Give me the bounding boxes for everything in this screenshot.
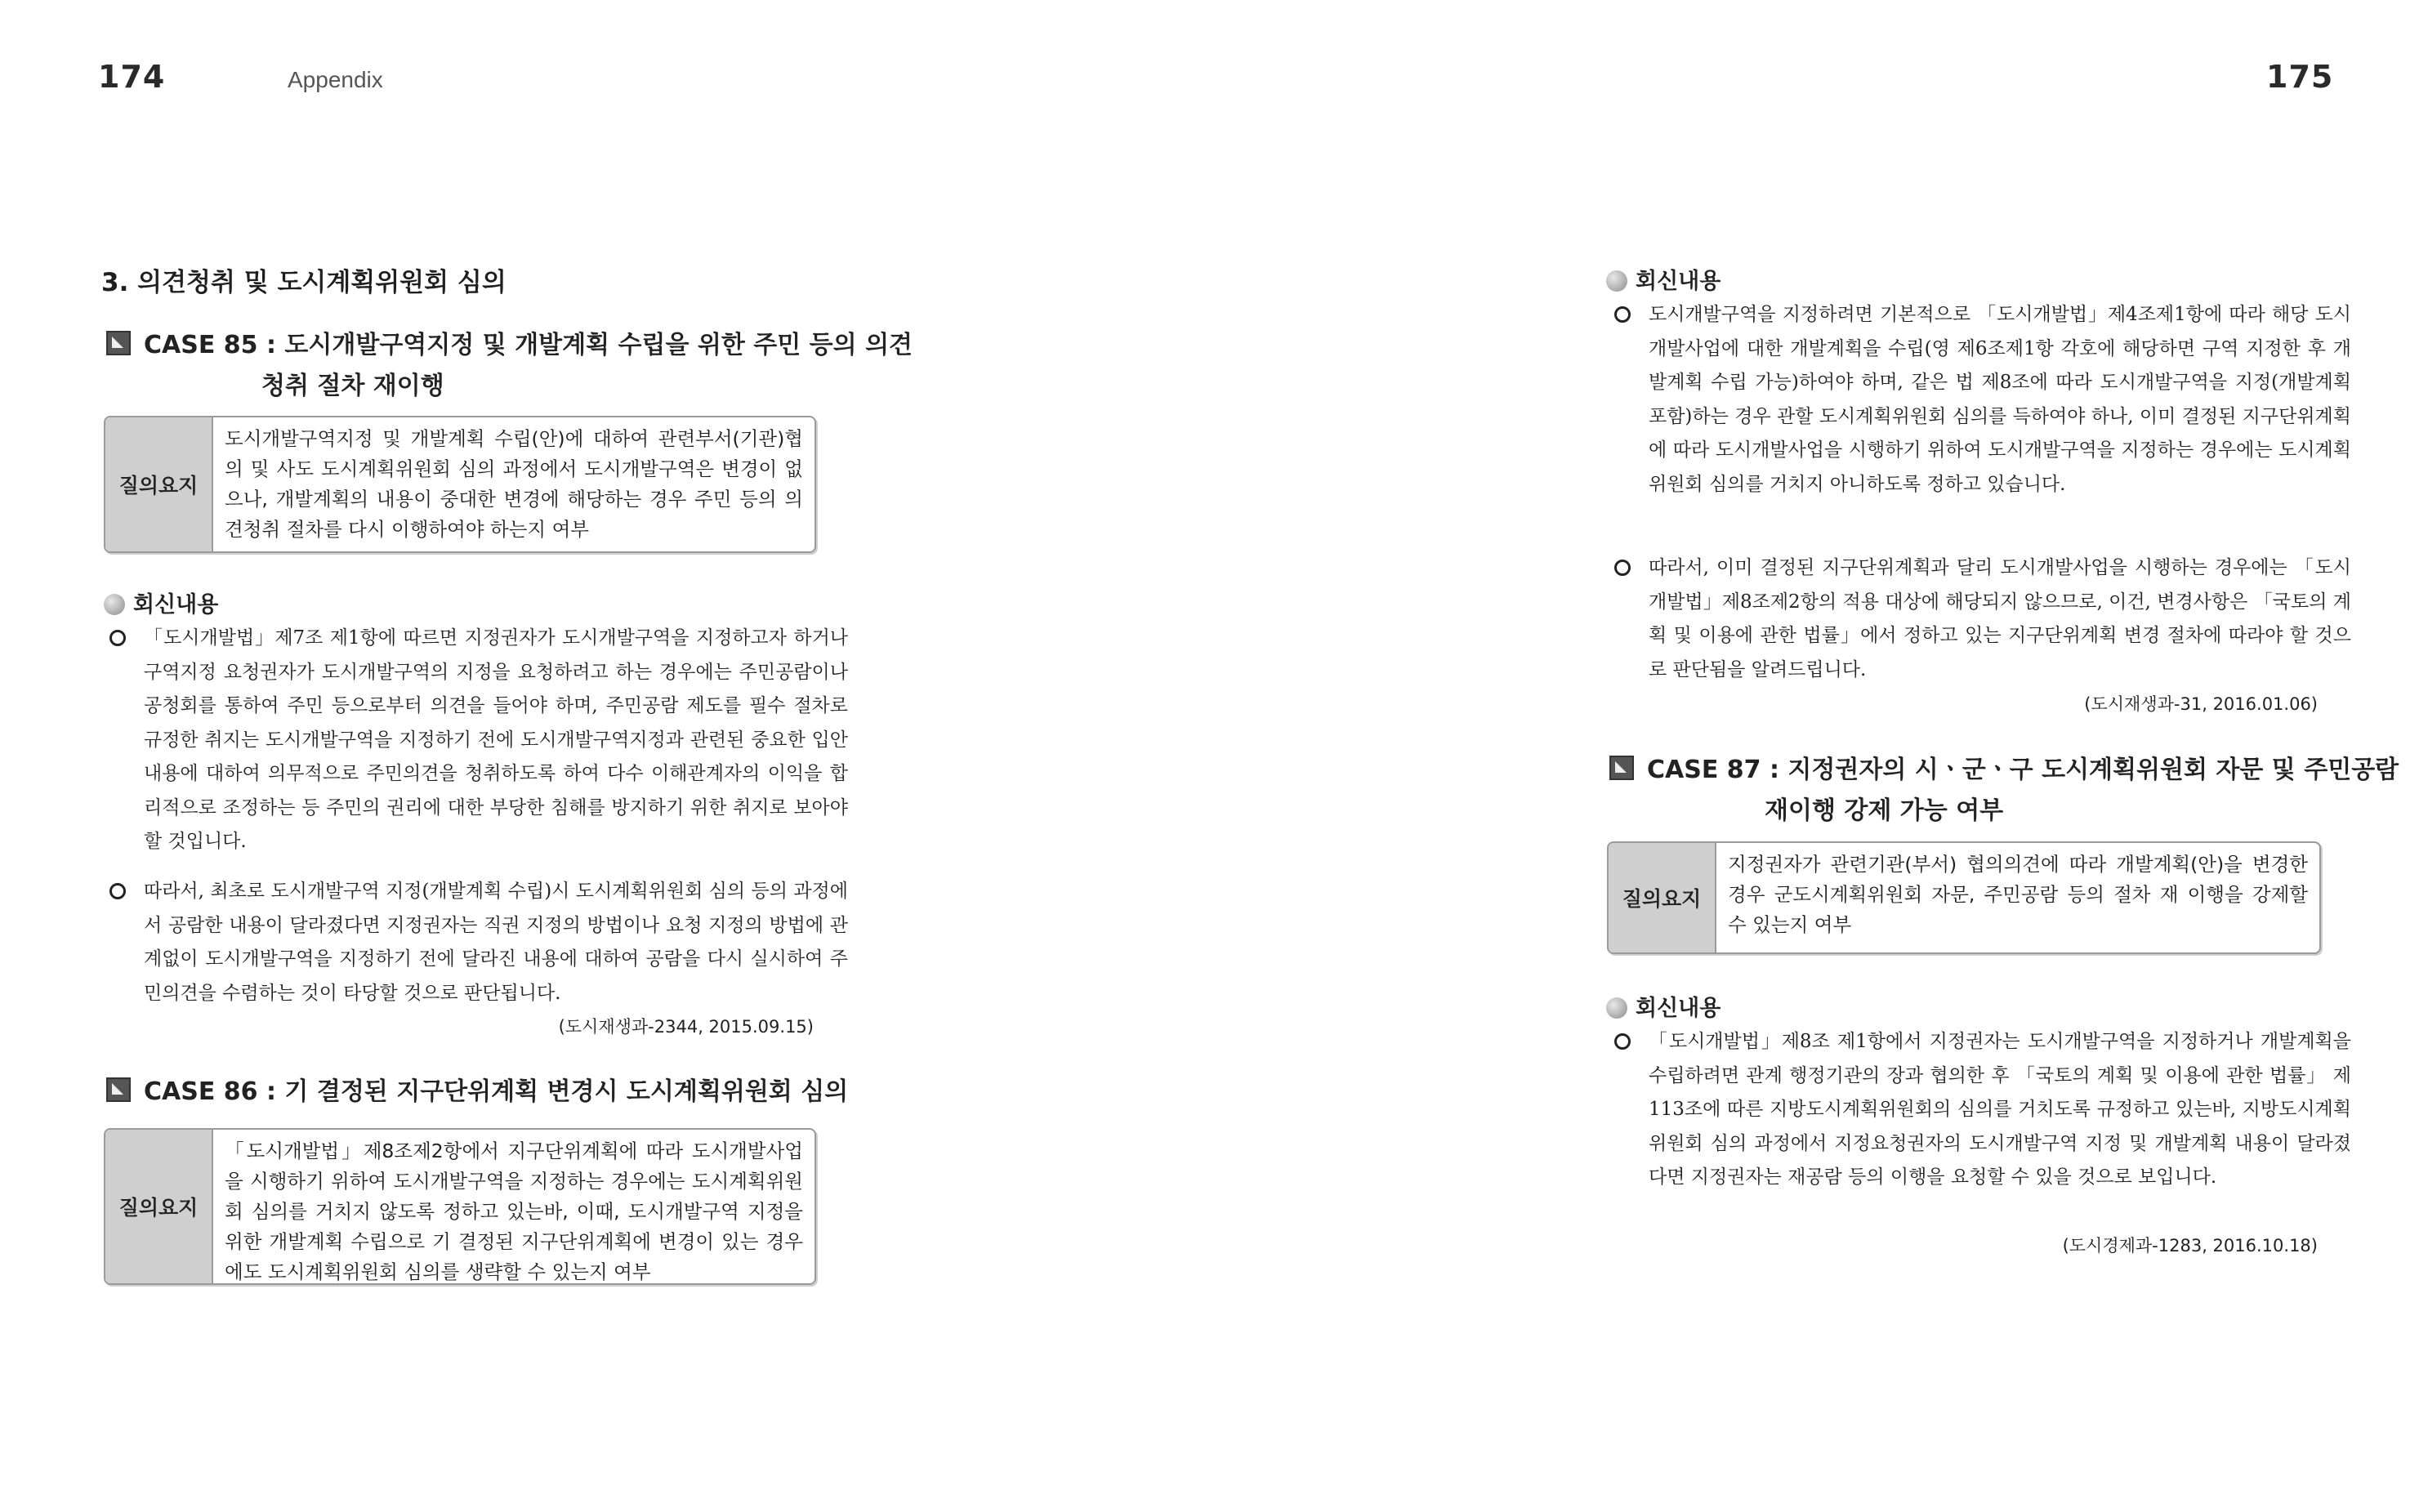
question-label: 질의요지 (105, 417, 213, 551)
question-label: 질의요지 (105, 1130, 213, 1283)
circle-bullet-icon (1614, 560, 1631, 576)
case86-reply-1 (1614, 298, 2351, 502)
case85-question-box (104, 416, 816, 553)
page-number-right: 175 (2266, 59, 2334, 95)
running-header: Appendix (288, 67, 383, 92)
circle-bullet-icon (109, 630, 126, 646)
case85-title-line1: CASE 85 : 도시개발구역지정 및 개발계획 수립을 위한 주민 등의 의견 (144, 331, 913, 359)
case87-citation: (도시경제과-1283, 2016.10.18) (2062, 1236, 2318, 1256)
case86-question-box (104, 1128, 816, 1285)
case85-question: 도시개발구역지정 및 개발계획 수립(안)에 대하여 관련부서(기관)협의 및 사도 도시계획위원회 심의 과정에서 도시개발구역은 변경이 없으나, 개발계획의 내용이 중대한 변경에 해당하는 경우 주민 등의 의견청취 절차를 다시 이행하여야 하는지 여부 (225, 427, 803, 541)
gray-bullet-icon (1606, 997, 1627, 1019)
circle-bullet-icon (109, 883, 126, 899)
gray-bullet-icon (1606, 270, 1627, 292)
case87-title-line1: CASE 87 : 지정권자의 시ㆍ군ㆍ구 도시계획위원회 자문 및 주민공람 (1647, 756, 2399, 784)
case87-title (1609, 750, 2399, 832)
left-page (0, 0, 1209, 1512)
case-icon (106, 331, 131, 355)
case86-title (106, 1072, 848, 1113)
case86-title-text: CASE 86 : 기 결정된 지구단위계획 변경시 도시계획위원회 심의 (144, 1077, 849, 1106)
section-title: 3. 의견청취 및 도시계획위원회 심의 (101, 268, 507, 297)
case86-reply-2-text: 따라서, 이미 결정된 지구단위계획과 달리 도시개발사업을 시행하는 경우에는 「도시개발법」제8조제2항의 적용 대상에 해당되지 않으므로, 이건, 변경사항은 「국토의 계획 및 이용에 관한 법률」에서 정하고 있는 지구단위계획 변경 절차에 따라야 할 것으로 판단됨을 알려드립니다. (1649, 557, 2351, 680)
case86-reply-1-text: 도시개발구역을 지정하려면 기본적으로 「도시개발법」제4조제1항에 따라 해당 도시개발사업에 대한 개발계획을 수립(영 제6조제1항 각호에 해당하면 구역 지정한 후 개발계획 수립 가능)하여야 하며, 같은 법 제8조에 따라 도시개발구역을 지정(개발계획 포함)하는 경우 관할 도시계획위원회 심의를 득하여야 하나, 이미 결정된 지구단위계획에 따라 도시개발사업을 시행하기 위하여 도시개발구역을 지정하는 경우에는 도시계획위원회 심의를 거치지 아니하도록 정하고 있습니다. (1649, 304, 2351, 495)
circle-bullet-icon (1614, 306, 1631, 323)
case86-reply-2 (1614, 551, 2351, 687)
reply-heading-label: 회신내용 (1636, 269, 1721, 294)
case85-reply-2-text: 따라서, 최초로 도시개발구역 지정(개발계획 수립)시 도시계획위원회 심의 등의 과정에서 공람한 내용이 달라졌다면 지정권자는 직권 지정의 방법이나 요청 지정의 방법에 관계없이 도시개발구역을 지정하기 전에 달라진 내용에 대하여 공람을 다시 실시하여 주민의견을 수렴하는 것이 타당할 것으로 판단됩니다. (144, 881, 848, 1004)
case87-reply-1 (1614, 1025, 2351, 1195)
reply-heading-label: 회신내용 (133, 592, 219, 618)
right-page (1209, 0, 2419, 1512)
circle-bullet-icon (1614, 1033, 1631, 1050)
case85-title (106, 325, 913, 407)
reply-heading-label: 회신내용 (1636, 996, 1721, 1021)
case85-reply-1-text: 「도시개발법」제7조 제1항에 따르면 지정권자가 도시개발구역을 지정하고자 하거나 구역지정 요청권자가 도시개발구역의 지정을 요청하려고 하는 경우에는 주민공람이나 공청회를 통하여 주민 등으로부터 의견을 들어야 하며, 주민공람 제도를 필수 절차로 규정한 취지는 도시개발구역을 지정하기 전에 도시개발구역지정과 관련된 중요한 입안내용에 대하여 의무적으로 주민의견을 청취하도록 하여 다수 이해관계자의 이익을 합리적으로 조정하는 등 주민의 권리에 대한 부당한 침해를 방지하기 위한 취지로 보아야 할 것입니다. (144, 627, 848, 852)
case85-citation: (도시재생과-2344, 2015.09.15) (558, 1017, 814, 1037)
case87-title-line2: 재이행 강제 가능 여부 (1765, 796, 2004, 825)
case85-reply-heading (104, 587, 218, 618)
question-label: 질의요지 (1609, 843, 1716, 952)
case86-citation: (도시재생과-31, 2016.01.06) (2084, 694, 2318, 714)
case87-question-box (1607, 841, 2321, 954)
page-number-left: 174 (98, 59, 166, 95)
gray-bullet-icon (104, 594, 125, 615)
case87-question: 지정권자가 관련기관(부서) 협의의견에 따라 개발계획(안)을 변경한 경우 군도시계획위원회 자문, 주민공람 등의 절차 재 이행을 강제할 수 있는지 여부 (1728, 853, 2308, 936)
case86-question: 「도시개발법」제8조제2항에서 지구단위계획에 따라 도시개발사업을 시행하기 위하여 도시개발구역을 지정하는 경우에는 도시계획위원회 심의를 거치지 않도록 정하고 있는바, 이때, 도시개발구역 지정을 위한 개발계획 수립으로 기 결정된 지구단위계획에 변경이 있는 경우에도 도시계획위원회 심의를 생략할 수 있는지 여부 (225, 1140, 803, 1283)
case85-reply-2 (109, 875, 848, 1010)
case85-title-line2: 청취 절차 재이행 (261, 372, 444, 400)
case-icon (106, 1077, 131, 1102)
case87-reply-heading (1606, 990, 1721, 1022)
case-icon (1609, 756, 1634, 780)
case86-reply-heading (1606, 263, 1721, 295)
case87-reply-1-text: 「도시개발법」제8조 제1항에서 지정권자는 도시개발구역을 지정하거나 개발계획을 수립하려면 관계 행정기관의 장과 협의한 후 「국토의 계획 및 이용에 관한 법률」 제113조에 따른 지방도시계획위원회의 심의를 거치도록 규정하고 있는바, 지방도시계획위원회 심의 과정에서 지정요청권자의 도시개발구역 지정 및 개발계획 내용이 달라졌다면 지정권자는 재공람 등의 이행을 요청할 수 있을 것으로 보입니다. (1649, 1031, 2351, 1188)
case85-reply-1 (109, 622, 848, 859)
